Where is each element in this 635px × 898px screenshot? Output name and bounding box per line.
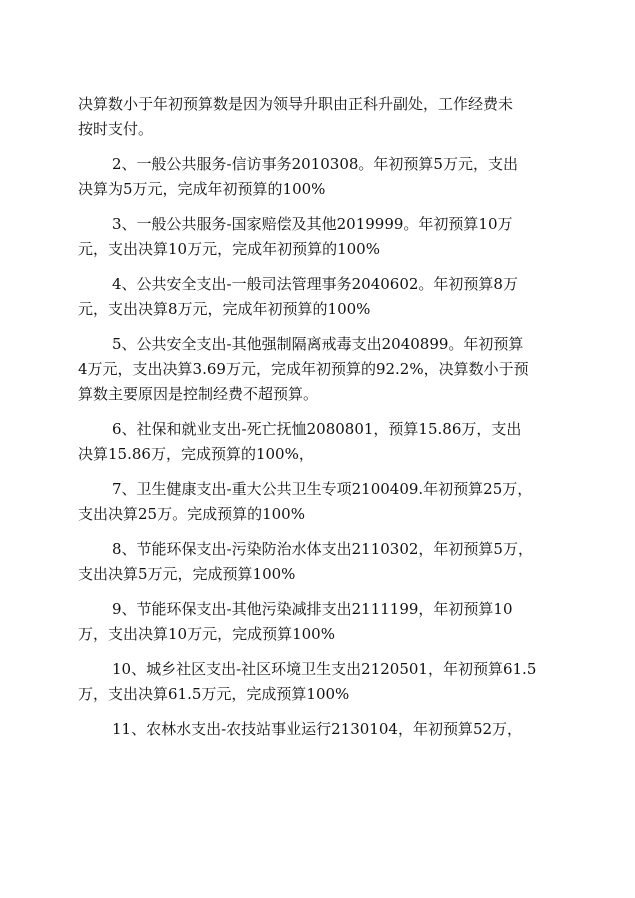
paragraph-item-7 bbox=[78, 477, 570, 527]
text-line: 2、一般公共服务-信访事务2010308。年初预算5万元，支出 bbox=[112, 155, 518, 173]
paragraph-item-10 bbox=[78, 657, 570, 707]
text-line: 支出决算25万。完成预算的100% bbox=[78, 505, 305, 523]
text-line: 决算数小于年初预算数是因为领导升职由正科升副处，工作经费未 bbox=[78, 95, 514, 113]
document-page bbox=[78, 92, 570, 742]
text-line: 支出决算5万元，完成预算100% bbox=[78, 565, 296, 583]
text-line: 决算15.86万，完成预算的100%， bbox=[78, 445, 314, 463]
text-line: 10、城乡社区支出-社区环境卫生支出2120501，年初预算61.5 bbox=[112, 660, 537, 678]
text-line: 9、节能环保支出-其他污染减排支出2111199，年初预算10 bbox=[112, 600, 513, 618]
text-line: 4、公共安全支出-一般司法管理事务2040602。年初预算8万 bbox=[112, 275, 518, 293]
paragraph-item-2 bbox=[78, 152, 570, 202]
text-line: 决算为5万元，完成年初预算的100% bbox=[78, 180, 326, 198]
text-line: 3、一般公共服务-国家赔偿及其他2019999。年初预算10万 bbox=[112, 215, 513, 233]
paragraph-item-8 bbox=[78, 537, 570, 587]
text-line: 万，支出决算10万元，完成预算100% bbox=[78, 625, 335, 643]
text-line: 元，支出决算8万元，完成年初预算的100% bbox=[78, 300, 371, 318]
paragraph-item-9 bbox=[78, 597, 570, 647]
paragraph-item-4 bbox=[78, 272, 570, 322]
text-line: 11、农林水支出-农技站事业运行2130104，年初预算52万， bbox=[112, 720, 523, 738]
text-line: 元，支出决算10万元，完成年初预算的100% bbox=[78, 240, 380, 258]
text-line: 5、公共安全支出-其他强制隔离戒毒支出2040899。年初预算 bbox=[112, 335, 524, 353]
text-line: 8、节能环保支出-污染防治水体支出2110302，年初预算5万， bbox=[112, 540, 533, 558]
paragraph-item-6 bbox=[78, 417, 570, 467]
text-line: 按时支付。 bbox=[78, 120, 154, 138]
text-line: 万，支出决算61.5万元，完成预算100% bbox=[78, 685, 350, 703]
text-line: 4万元，支出决算3.69万元，完成年初预算的92.2%，决算数小于预 bbox=[78, 360, 529, 378]
text-line: 7、卫生健康支出-重大公共卫生专项2100409.年初预算25万， bbox=[112, 480, 533, 498]
paragraph-item-5 bbox=[78, 332, 570, 407]
text-line: 算数主要原因是控制经费不超预算。 bbox=[78, 385, 319, 403]
paragraph-item-3 bbox=[78, 212, 570, 262]
paragraph-1 bbox=[78, 92, 570, 142]
paragraph-item-11 bbox=[78, 717, 570, 742]
text-line: 6、社保和就业支出-死亡抚恤2080801，预算15.86万，支出 bbox=[112, 420, 522, 438]
